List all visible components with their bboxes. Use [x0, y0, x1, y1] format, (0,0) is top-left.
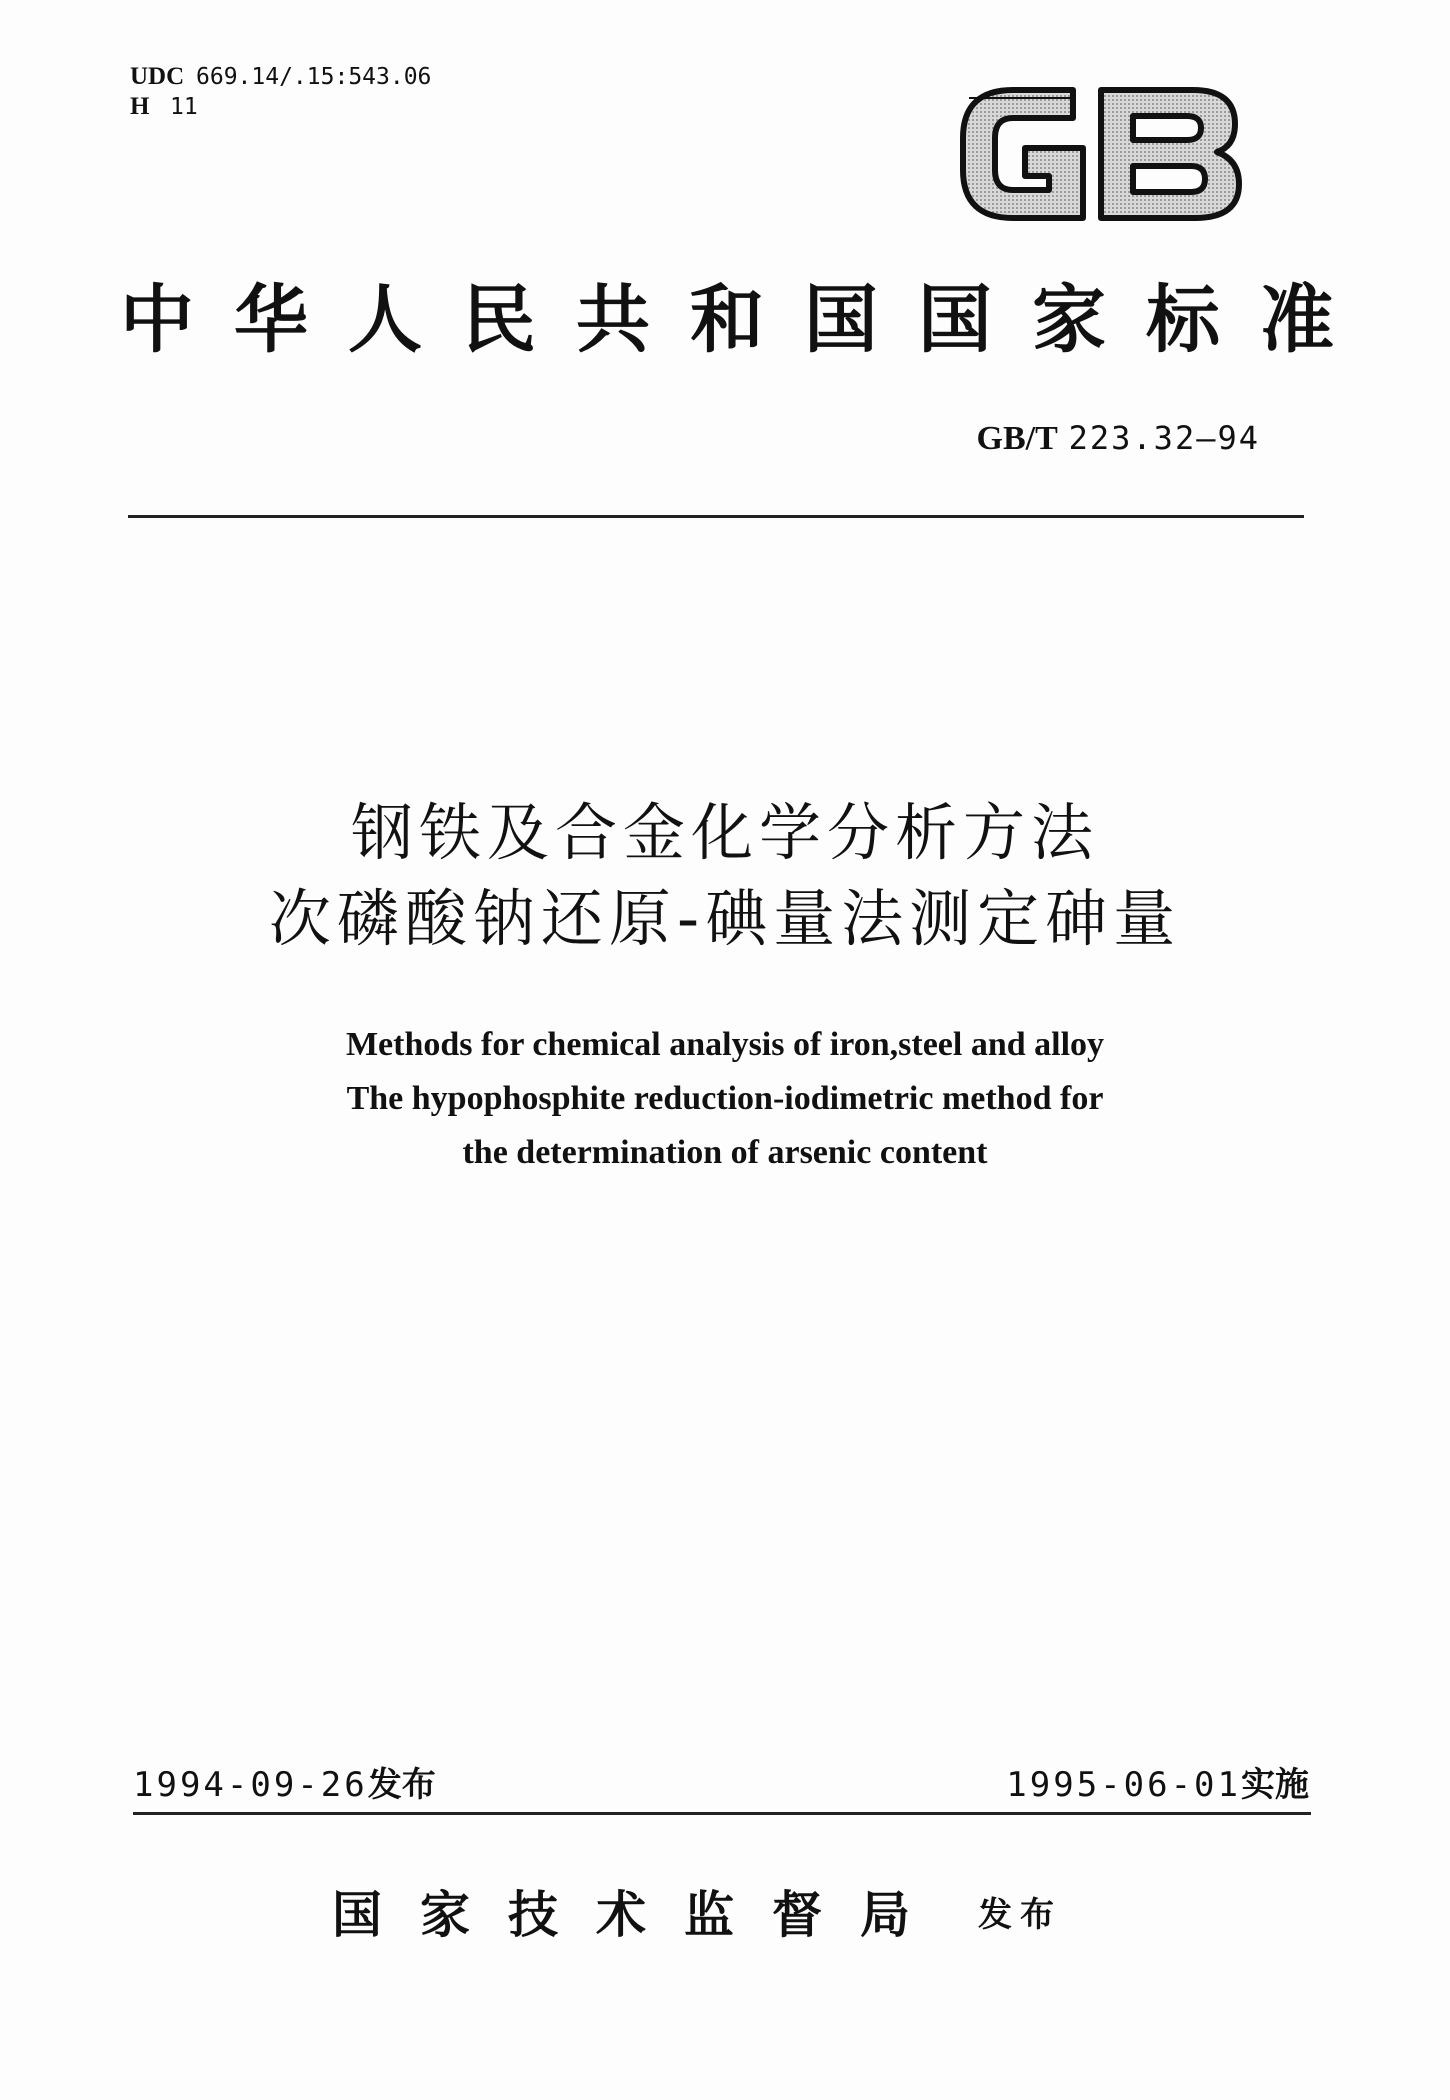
- dates-row: [133, 1763, 1309, 1811]
- standard-number-value: 223.32—94: [1068, 419, 1260, 457]
- standard-number: [977, 418, 1260, 459]
- footer-divider: [133, 1812, 1311, 1815]
- class-line: [130, 92, 431, 122]
- title-en-line-2: The hypophosphite reduction-iodimetric method for: [346, 1080, 1104, 1117]
- document-title-en: [0, 1018, 1450, 1180]
- standard-number-prefix: GB/T: [976, 420, 1058, 457]
- udc-label: UDC: [130, 63, 185, 90]
- title-en-line-3: the determination of arsenic content: [462, 1134, 988, 1171]
- issue-date-value: 1994-09-26: [133, 1765, 368, 1805]
- implementation-date-value: 1995-06-01: [1006, 1765, 1241, 1805]
- class-label: H: [130, 93, 150, 120]
- title-en-line-1: Methods for chemical analysis of iron,steel and alloy: [345, 1026, 1105, 1063]
- title-cn-line-1: 钢铁及合金化学分析方法: [350, 796, 1099, 869]
- classification-block: [130, 62, 431, 122]
- gb-logo: [955, 78, 1245, 228]
- implementation-date: [1006, 1763, 1309, 1807]
- implementation-date-label: 实施: [1241, 1765, 1309, 1805]
- publish-label: 发布: [978, 1895, 1062, 1935]
- class-value: 11: [170, 94, 198, 120]
- publisher-line: [332, 1880, 1062, 1950]
- title-cn-line-2: 次磷酸钠还原-碘量法测定砷量: [268, 882, 1182, 955]
- header-divider: [128, 515, 1304, 518]
- document-title-cn: [0, 790, 1450, 962]
- issue-date-label: 发布: [367, 1765, 436, 1805]
- national-standard-title: 中华人民共和国国家标准: [120, 277, 1374, 363]
- publisher-name: 国家技术监督局: [332, 1885, 948, 1944]
- udc-value: 669.14/.15:543.06: [196, 64, 432, 90]
- udc-line: [130, 62, 431, 92]
- issue-date: [133, 1763, 436, 1807]
